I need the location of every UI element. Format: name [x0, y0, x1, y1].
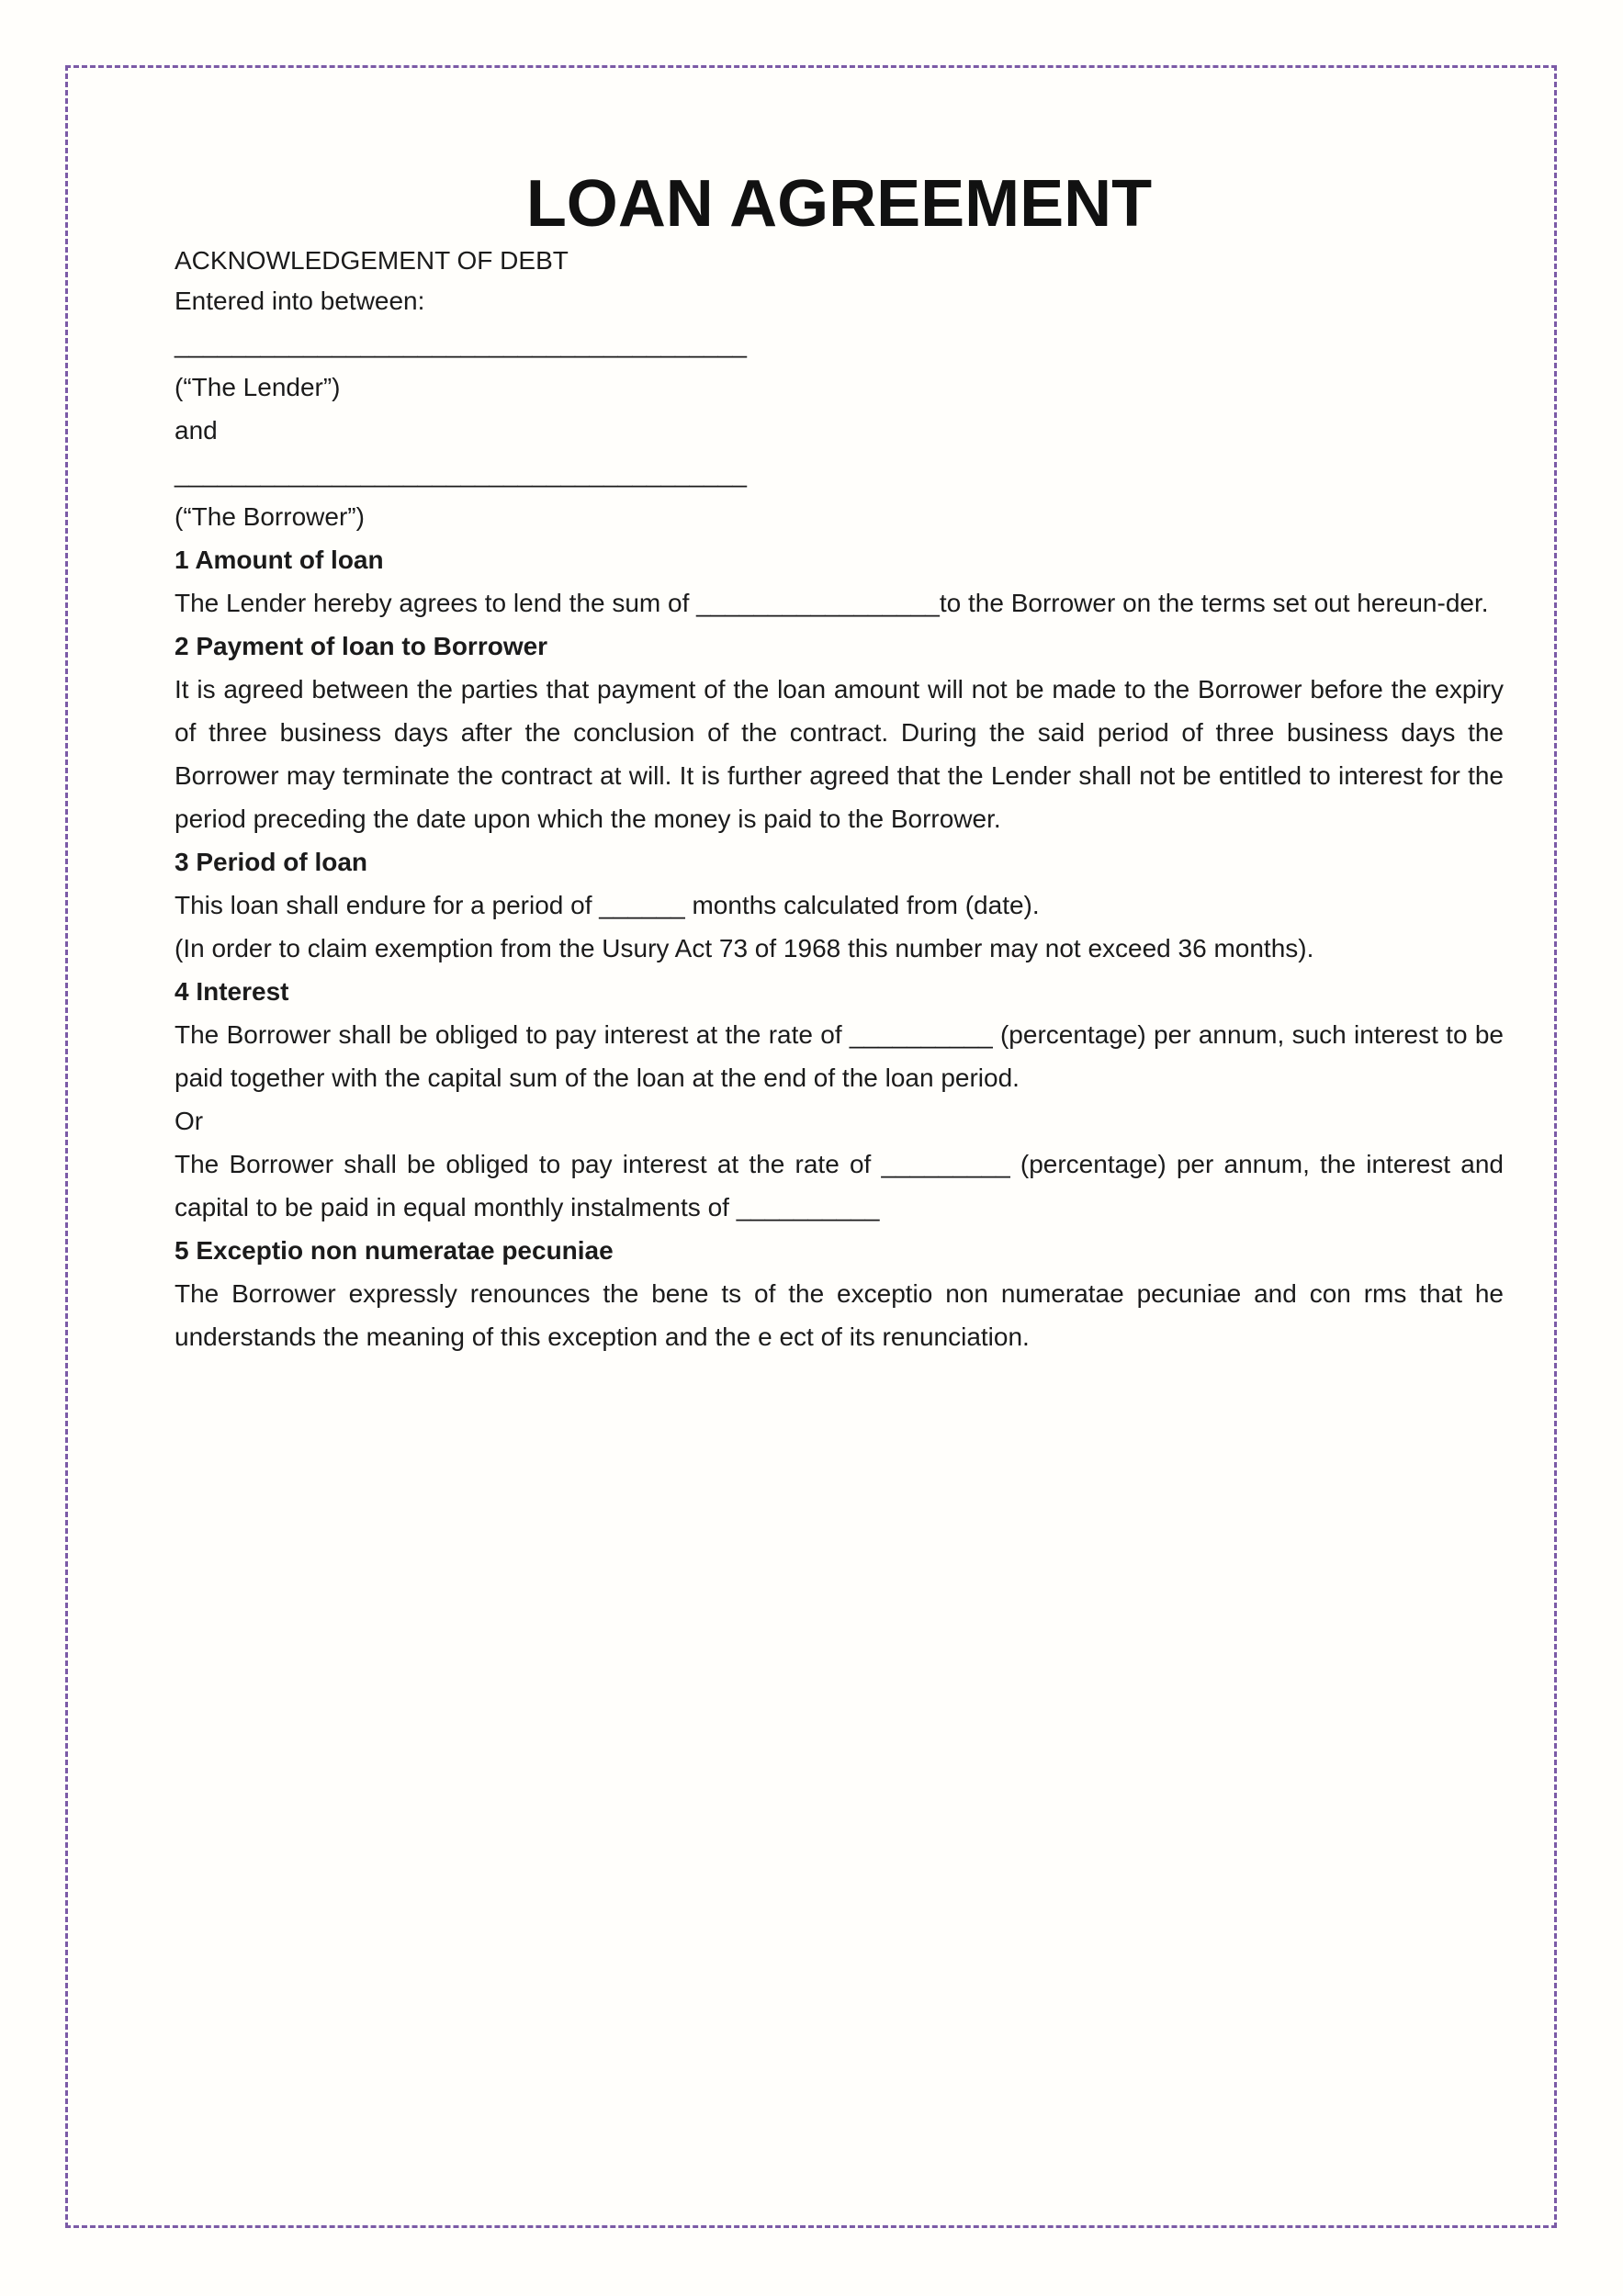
section-heading-payment-of-loan: 2 Payment of loan to Borrower	[175, 632, 548, 660]
section-interest-paragraph-1: The Borrower shall be obliged to pay interest at the rate of __________ (percentage) per annum, such interest to be paid together with the capital sum of the loan at the end of the loan period.	[175, 1020, 1504, 1092]
document-title: LOAN AGREEMENT	[525, 167, 1153, 241]
page-border	[65, 65, 1557, 2228]
parties-intro: Entered into between:	[175, 287, 425, 315]
lender-signature-line: ________________________________________	[175, 330, 747, 358]
borrower-label: (“The Borrower”)	[175, 502, 365, 531]
section-amount-paragraph: The Lender hereby agrees to lend the sum of _________________to the Borrower on the terms set out hereun-der.	[175, 589, 1489, 617]
section-period-paragraph-1: This loan shall endure for a period of ______ months calculated from (date).	[175, 891, 1040, 919]
section-heading-interest: 4 Interest	[175, 977, 289, 1006]
section-period-paragraph-2: (In order to claim exemption from the Usury Act 73 of 1968 this number may not exceed 36 months).	[175, 934, 1314, 962]
section-heading-period-of-loan: 3 Period of loan	[175, 848, 368, 876]
section-payment-paragraph: It is agreed between the parties that payment of the loan amount will not be made to the Borrower before the expiry of three business days after the conclusion of the contract. During the said period of three business days the Borrower may terminate the contract at will. It is further agreed that the Lender shall not be entitled to interest for the period preceding the date upon which the money is paid to the Borrower.	[175, 675, 1504, 833]
section-exceptio-paragraph: The Borrower expressly renounces the bene ts of the exceptio non numeratae pecuniae and con rms that he understands the meaning of this exception and the e ect of its renunciation.	[175, 1279, 1504, 1351]
section-interest-paragraph-2: The Borrower shall be obliged to pay interest at the rate of _________ (percentage) per annum, the interest and capital to be paid in equal monthly instalments of __________	[175, 1150, 1504, 1221]
section-interest-or: Or	[175, 1107, 204, 1135]
lender-label: (“The Lender”)	[175, 373, 341, 401]
document-subtitle: ACKNOWLEDGEMENT OF DEBT	[175, 246, 569, 275]
section-heading-amount-of-loan: 1 Amount of loan	[175, 546, 384, 574]
borrower-signature-line: ________________________________________	[175, 459, 747, 488]
section-heading-exceptio: 5 Exceptio non numeratae pecuniae	[175, 1236, 614, 1265]
parties-conjunction: and	[175, 416, 218, 445]
